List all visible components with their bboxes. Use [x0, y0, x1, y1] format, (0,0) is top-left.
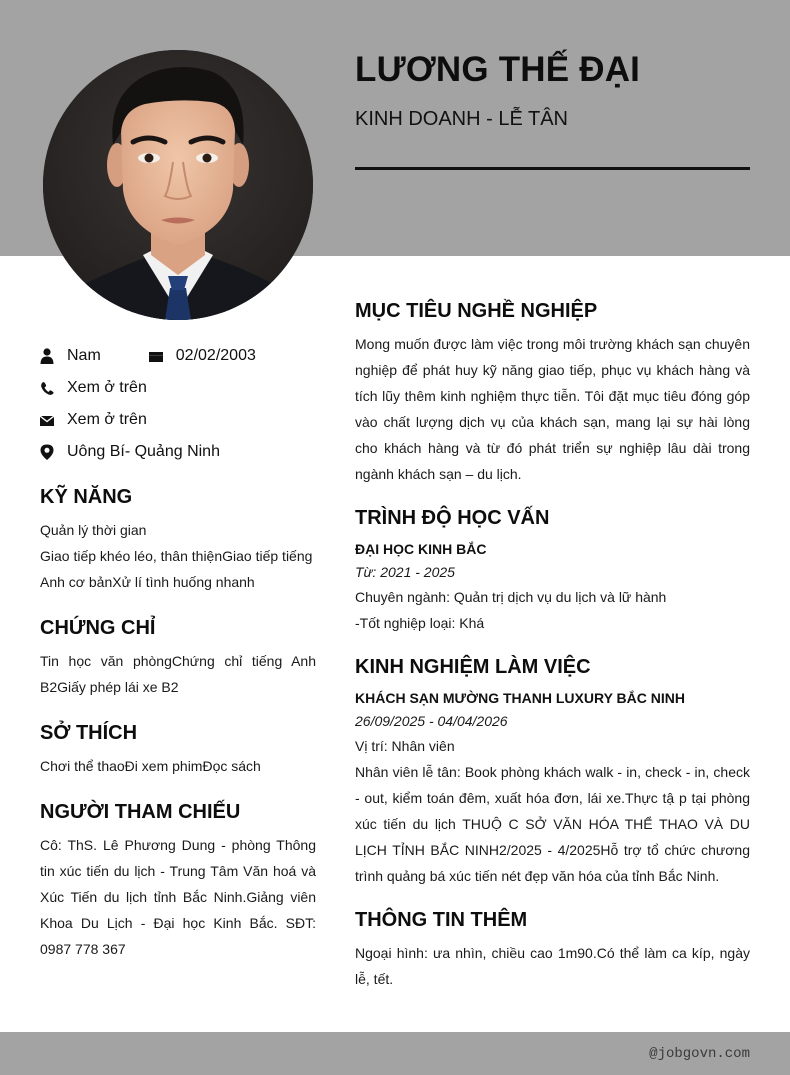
- objective-text: Mong muốn được làm việc trong môi trường khách sạn chuyên nghiệp để phát huy kỹ năng giao tiếp, phục vụ khách hàng và tích lũy thêm kinh nghiệm thực tiễn. Tôi đặt mục tiêu đóng góp vào chất lượng dịch vụ của khách sạn, mang lại sự hài lòng cho khách hàng và từ đó phát triển sự nghiệp lâu dài trong ngành khách sạn – du lịch.: [355, 336, 750, 482]
- phone-value: Xem ở trên: [67, 379, 147, 396]
- objective-heading: MỤC TIÊU NGHỀ NGHIỆP: [355, 300, 598, 322]
- certificates-text: Tin học văn phòngChứng chỉ tiếng Anh B2Giấy phép lái xe B2: [40, 653, 316, 695]
- references-text: Cô: ThS. Lê Phương Dung - phòng Thông tin xúc tiến du lịch - Trung Tâm Văn hoá và Xúc Tiến du lịch tỉnh Bắc Ninh.Giảng viên Khoa Du Lịch - Đại học Kinh Bắc. SĐT: 0987 778 367: [40, 837, 316, 957]
- references-heading: NGƯỜI THAM CHIẾU: [40, 801, 241, 823]
- experience-heading: KINH NGHIỆM LÀM VIỆC: [355, 656, 591, 678]
- skill-item: Giao tiếp khéo léo, thân thiệnGiao tiếp tiếng Anh cơ bảnXử lí tình huống nhanh: [40, 548, 313, 590]
- right-column: [355, 300, 750, 1012]
- objective-section: [355, 300, 750, 487]
- additional-info-heading: THÔNG TIN THÊM: [355, 909, 528, 931]
- skill-item: Quản lý thời gian: [40, 522, 147, 538]
- email-row: [40, 404, 316, 436]
- avatar: [43, 50, 313, 320]
- location-pin-icon: [40, 444, 54, 460]
- education-period: Từ: 2021 - 2025: [355, 564, 455, 580]
- hobbies-heading: SỞ THÍCH: [40, 722, 138, 744]
- education-section: [355, 507, 750, 636]
- footer-watermark: @jobgovn.com: [649, 1046, 750, 1062]
- gender-item: [40, 347, 101, 365]
- additional-info-section: [355, 909, 750, 992]
- left-column: [40, 340, 316, 962]
- person-icon: [40, 348, 54, 364]
- mail-icon: [40, 412, 54, 428]
- education-heading: TRÌNH ĐỘ HỌC VẤN: [355, 507, 550, 529]
- address-row: [40, 436, 316, 468]
- candidate-name: LƯƠNG THẾ ĐẠI: [355, 50, 641, 89]
- gender-value: Nam: [67, 347, 101, 364]
- education-grade: -Tốt nghiệp loại: Khá: [355, 615, 485, 631]
- gender-birthday-row: [40, 340, 316, 372]
- address-value: Uông Bí- Quảng Ninh: [67, 443, 220, 460]
- experience-position: Vị trí: Nhân viên: [355, 738, 455, 754]
- experience-section: [355, 656, 750, 889]
- job-title: KINH DOANH - LỄ TÂN: [355, 108, 568, 130]
- certificates-heading: CHỨNG CHỈ: [40, 617, 156, 639]
- email-value: Xem ở trên: [67, 411, 147, 428]
- hobbies-text: Chơi thể thaoĐi xem phimĐọc sách: [40, 758, 261, 774]
- title-divider: [355, 167, 750, 170]
- skills-heading: KỸ NĂNG: [40, 486, 133, 508]
- portrait-photo: [43, 50, 313, 320]
- company-name: KHÁCH SẠN MƯỜNG THANH LUXURY BẮC NINH: [355, 690, 685, 706]
- experience-description: Nhân viên lễ tân: Book phòng khách walk - in, check - in, check - out, kiểm toán đêm, xuất hóa đơn, lái xe.Thực tậ p tại phòng xúc tiến du lịch THUỘ C SỞ VĂN HÓA THỂ THAO VÀ DU LỊCH TỈNH BẮC NINH2/2025 - 4/2025Hỗ trợ tổ chức chương trình quảng bá xúc tiến nét đẹp văn hóa của tỉnh Bắc Ninh.: [355, 764, 750, 884]
- phone-icon: [40, 380, 54, 396]
- additional-info-text: Ngoại hình: ưa nhìn, chiều cao 1m90.Có thể làm ca kíp, ngày lễ, tết.: [355, 945, 750, 987]
- birthday-value: 02/02/2003: [175, 347, 256, 364]
- education-major: Chuyên ngành: Quản trị dịch vụ du lịch và lữ hành: [355, 589, 667, 605]
- experience-period: 26/09/2025 - 04/04/2026: [355, 713, 508, 729]
- school-name: ĐẠI HỌC KINH BẮC: [355, 541, 487, 557]
- phone-row: [40, 372, 316, 404]
- calendar-icon: [149, 348, 163, 364]
- birthday-item: [149, 347, 256, 365]
